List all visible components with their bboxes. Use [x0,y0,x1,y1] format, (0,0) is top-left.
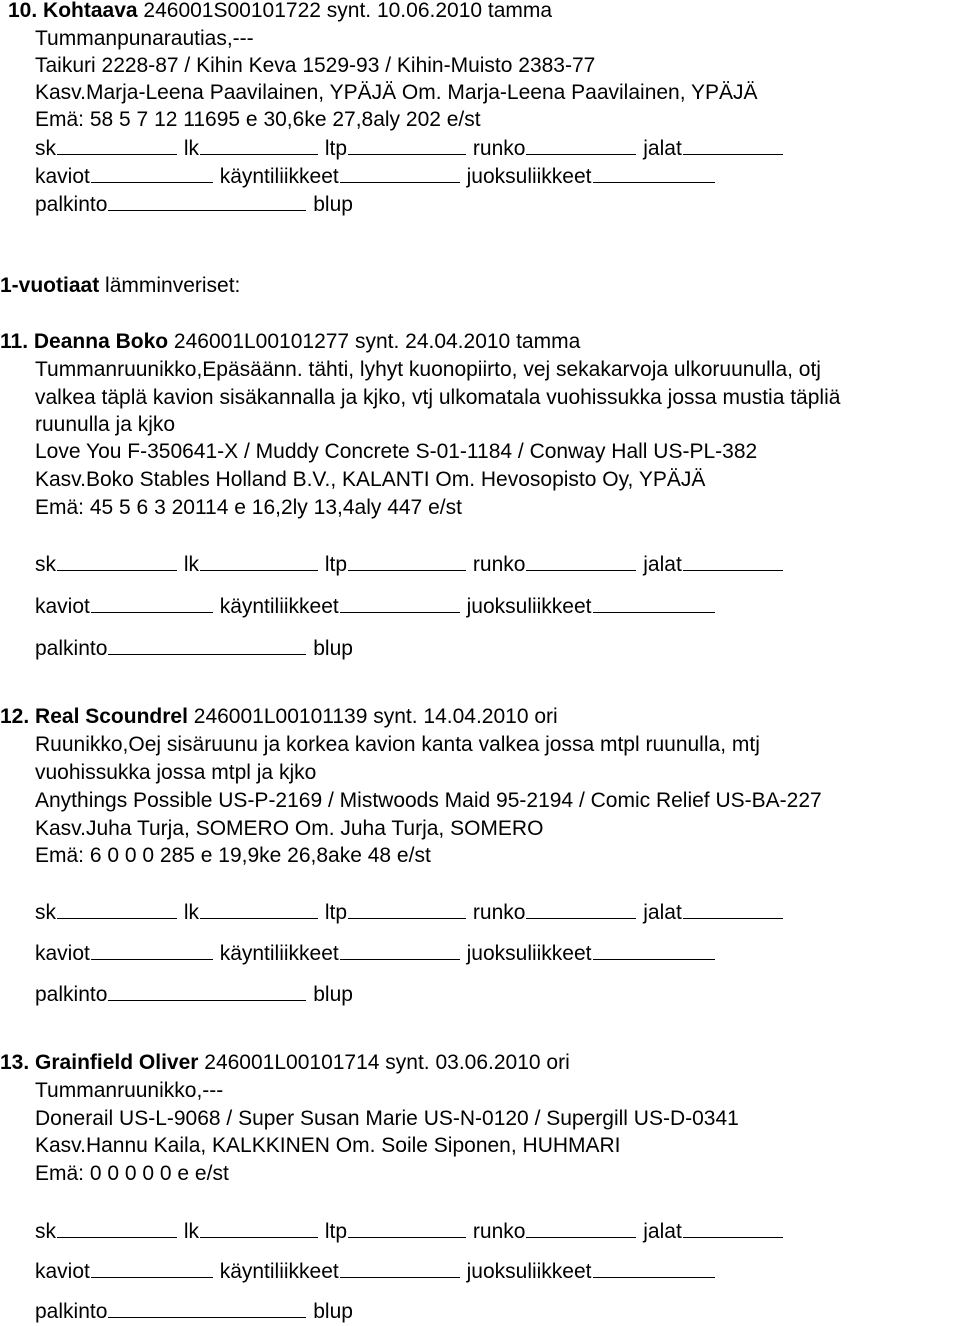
field-ltp[interactable] [348,1220,466,1238]
pedigree: Taikuri 2228-87 / Kihin Keva 1529-93 / Kihin-Muisto 2383-77 [35,54,596,77]
breeder-owner: Kasv.Boko Stables Holland B.V., KALANTI Om. Hevosopisto Oy, YPÄJÄ [35,468,706,491]
score-row-1 [35,553,784,575]
dam-record: Emä: 45 5 6 3 20114 e 16,2ly 13,4aly 447 e/st [35,496,462,519]
horse-color: Tummanpunarautias,--- [35,27,254,50]
label-kaviot: kaviot [35,165,90,188]
label-juoksuliikkeet: juoksuliikkeet [466,1260,592,1283]
field-palkinto[interactable] [108,193,306,211]
field-kayntiliikkeet[interactable] [340,595,460,613]
score-row-1 [35,901,784,923]
horse-name: Kohtaava [43,0,138,22]
horse-reg-info: 246001S00101722 synt. 10.06.2010 tamma [137,0,553,22]
field-ltp[interactable] [348,901,466,919]
breeder-owner: Kasv.Hannu Kaila, KALKKINEN Om. Soile Siponen, HUHMARI [35,1134,621,1157]
entry-10-title [8,0,552,21]
field-kayntiliikkeet[interactable] [340,942,460,960]
score-row-3 [35,637,353,659]
field-lk[interactable] [200,553,318,571]
horse-reg-info: 246001L00101139 synt. 14.04.2010 ori [187,705,558,728]
label-juoksuliikkeet: juoksuliikkeet [466,165,592,188]
field-kaviot[interactable] [91,1260,213,1278]
field-kayntiliikkeet[interactable] [340,1260,460,1278]
field-jalat[interactable] [683,901,783,919]
label-lk: lk [183,1220,200,1243]
score-row-1 [35,1220,784,1242]
label-kaviot: kaviot [35,1260,90,1283]
label-sk: sk [35,137,56,160]
field-sk[interactable] [57,137,177,155]
field-lk[interactable] [200,1220,318,1238]
dam-record: Emä: 0 0 0 0 0 e e/st [35,1162,229,1185]
horse-reg-info: 246001L00101277 synt. 24.04.2010 tamma [168,330,581,353]
label-palkinto: palkinto [35,1300,108,1323]
horse-description-3: ruunulla ja kjko [35,413,176,436]
field-jalat[interactable] [683,137,783,155]
label-palkinto: palkinto [35,193,108,216]
entry-number: 12. [0,705,30,728]
score-row-2 [35,595,716,617]
score-row-3 [35,983,353,1005]
field-juoksuliikkeet[interactable] [593,165,715,183]
field-lk[interactable] [200,137,318,155]
score-row-2 [35,1260,716,1282]
label-kaviot: kaviot [35,942,90,965]
label-kaviot: kaviot [35,595,90,618]
score-row-3 [35,1300,353,1322]
label-jalat: jalat [643,901,682,924]
field-sk[interactable] [57,553,177,571]
field-sk[interactable] [57,1220,177,1238]
horse-description-1: Ruunikko,Oej sisäruunu ja korkea kavion kanta valkea jossa mtpl ruunulla, mtj [35,733,760,756]
dam-record: Emä: 58 5 7 12 11695 e 30,6ke 27,8aly 202 e/st [35,108,481,131]
label-runko: runko [472,553,526,576]
label-ltp: ltp [324,553,348,576]
section-heading-rest: lämminveriset: [99,274,241,297]
score-row-2 [35,942,716,964]
field-sk[interactable] [57,901,177,919]
horse-description-1 [35,359,821,380]
entry-12-title [0,706,558,727]
horse-name: Real Scoundrel [35,705,188,728]
label-kayntiliikkeet: käyntiliikkeet [219,1260,339,1283]
label-ltp: ltp [324,1220,348,1243]
label-kayntiliikkeet: käyntiliikkeet [219,595,339,618]
horse-name: Deanna Boko [33,330,169,353]
pedigree: Donerail US-L-9068 / Super Susan Marie US-N-0120 / Supergill US-D-0341 [35,1107,739,1130]
label-ltp: ltp [324,137,348,160]
label-lk: lk [183,901,200,924]
field-juoksuliikkeet[interactable] [593,942,715,960]
label-sk: sk [35,901,56,924]
breeder-owner: Kasv.Juha Turja, SOMERO Om. Juha Turja, SOMERO [35,817,544,840]
field-kaviot[interactable] [91,942,213,960]
label-blup: blup [313,983,353,1006]
field-runko[interactable] [526,553,636,571]
entry-13-title [0,1052,570,1073]
label-juoksuliikkeet: juoksuliikkeet [466,595,592,618]
horse-description-2: valkea täplä kavion sisäkannalla ja kjko, vtj ulkomatala vuohissukka jossa mustia täpliä [35,386,841,409]
field-runko[interactable] [526,901,636,919]
field-kayntiliikkeet[interactable] [340,165,460,183]
markings: tähti, lyhyt kuonopiirto, vej sekakarvoja ulkoruunulla, otj [302,358,821,381]
field-runko[interactable] [526,1220,636,1238]
score-row-2 [35,165,716,187]
label-runko: runko [472,137,526,160]
label-kayntiliikkeet: käyntiliikkeet [219,942,339,965]
entry-number: 13. [0,1051,30,1074]
label-lk: lk [183,553,200,576]
field-kaviot[interactable] [91,595,213,613]
label-runko: runko [472,1220,526,1243]
label-blup: blup [313,193,353,216]
horse-reg-info: 246001L00101714 synt. 03.06.2010 ori [198,1051,570,1074]
label-blup: blup [313,1300,353,1323]
label-juoksuliikkeet: juoksuliikkeet [466,942,592,965]
entry-number: 11. [0,330,29,353]
label-runko: runko [472,901,526,924]
label-palkinto: palkinto [35,637,108,660]
field-runko[interactable] [526,137,636,155]
horse-name: Grainfield Oliver [35,1051,199,1074]
section-heading [0,275,240,296]
label-palkinto: palkinto [35,983,108,1006]
label-jalat: jalat [643,137,682,160]
field-kaviot[interactable] [91,165,213,183]
horse-color: Tummanruunikko,--- [35,1079,224,1102]
field-juoksuliikkeet[interactable] [593,595,715,613]
label-kayntiliikkeet: käyntiliikkeet [219,165,339,188]
label-sk: sk [35,553,56,576]
field-palkinto[interactable] [108,983,306,1001]
pedigree: Love You F-350641-X / Muddy Concrete S-01-1184 / Conway Hall US-PL-382 [35,440,758,463]
entry-number: 10. [8,0,38,22]
label-sk: sk [35,1220,56,1243]
label-ltp: ltp [324,901,348,924]
horse-color: Tummanruunikko,Epäsäänn. [35,358,303,381]
label-jalat: jalat [643,1220,682,1243]
entry-11-title [0,331,580,352]
field-ltp[interactable] [348,553,466,571]
label-jalat: jalat [643,553,682,576]
label-blup: blup [313,637,353,660]
label-lk: lk [183,137,200,160]
field-ltp[interactable] [348,137,466,155]
section-heading-bold: 1-vuotiaat [0,274,100,297]
field-lk[interactable] [200,901,318,919]
score-row-1 [35,137,784,159]
horse-description-2: vuohissukka jossa mtpl ja kjko [35,761,317,784]
score-row-3 [35,193,353,215]
field-jalat[interactable] [683,1220,783,1238]
field-palkinto[interactable] [108,637,306,655]
breeder-owner: Kasv.Marja-Leena Paavilainen, YPÄJÄ Om. Marja-Leena Paavilainen, YPÄJÄ [35,81,758,104]
pedigree: Anythings Possible US-P-2169 / Mistwoods Maid 95-2194 / Comic Relief US-BA-227 [35,789,822,812]
field-palkinto[interactable] [108,1300,306,1318]
field-juoksuliikkeet[interactable] [593,1260,715,1278]
dam-record: Emä: 6 0 0 0 285 e 19,9ke 26,8ake 48 e/st [35,844,431,867]
field-jalat[interactable] [683,553,783,571]
